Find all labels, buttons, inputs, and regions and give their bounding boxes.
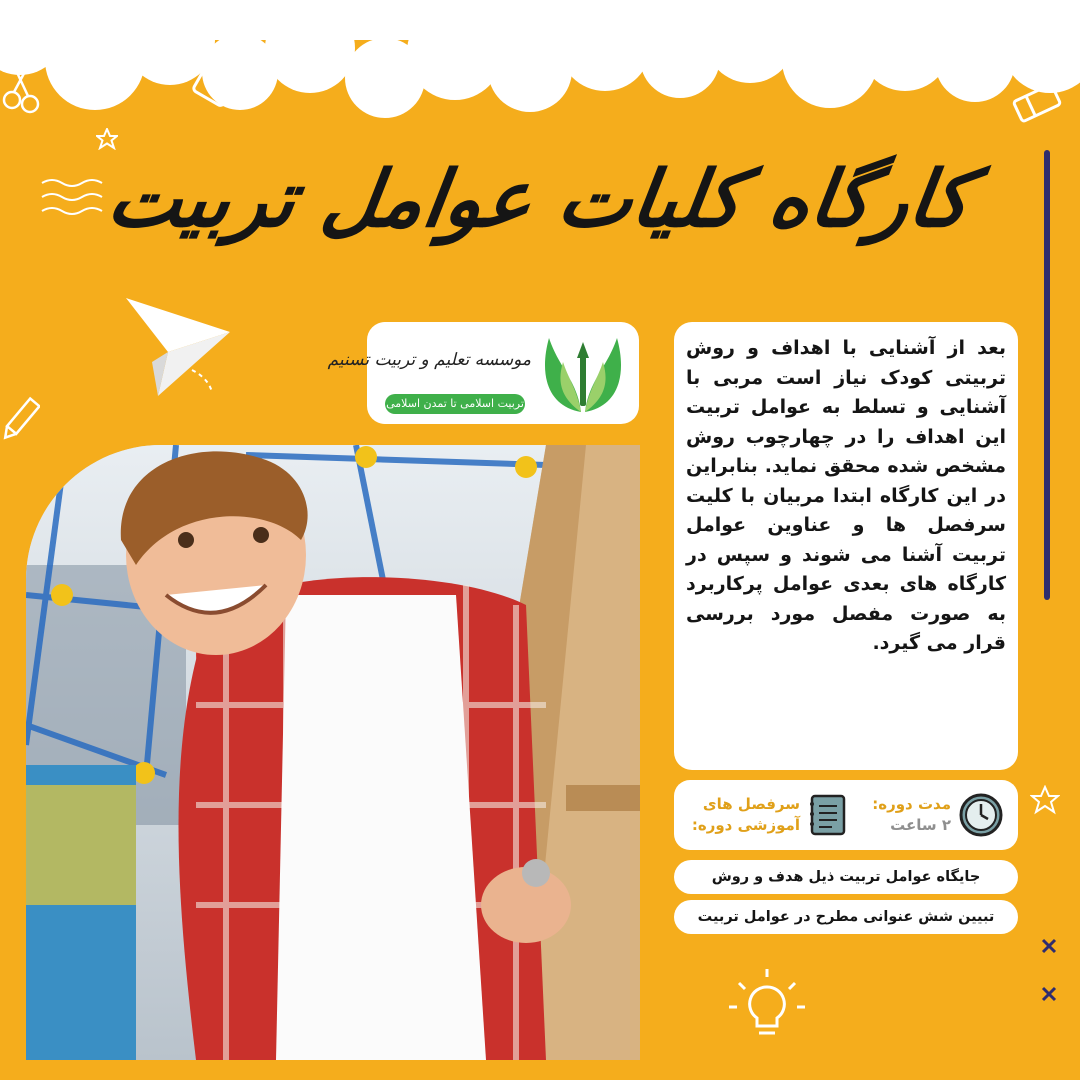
topics-label-line2: آموزشی دوره: — [691, 816, 800, 834]
institute-emblem-icon — [537, 328, 629, 418]
pencil-icon — [0, 395, 40, 445]
description-text: بعد از آشنایی با اهداف و روش تربیتی کودک نیاز است مربی با آشنایی و تسلط به عوامل تربیت این اهداف را در چهارچوب روش مشخص شده محقق نماید. بنابراین در این کارگاه ابتدا مربیان با کلیت سرفصل ها و عناوین عوامل تربیت آشنا می شوند و سپس در کارگاه های بعدی عوامل پرکاربرد به صورت مفصل مورد بررسی قرار می گیرد. — [686, 337, 1006, 654]
topics-label-line1: سرفصل های — [702, 795, 800, 813]
paper-plane-icon — [122, 292, 234, 404]
star-icon — [1030, 785, 1060, 815]
lightbulb-icon — [725, 965, 810, 1050]
page-title: کارگاه کلیات عوامل تربیت — [102, 154, 977, 245]
institute-name: موسسه تعلیم و تربیت تسنیم — [327, 350, 531, 370]
institute-tagline: تربیت اسلامی تا تمدن اسلامی — [385, 394, 525, 414]
course-info-card — [674, 780, 1018, 850]
logo-card — [327, 322, 639, 424]
smiling-boy-image — [26, 445, 640, 1060]
hero-photo — [26, 445, 640, 1060]
wavy-lines-icon — [40, 175, 110, 220]
accent-divider — [1044, 150, 1050, 600]
notebook-doodle-icon — [190, 48, 250, 108]
duration-label: مدت دوره: — [872, 795, 951, 813]
scissors-doodle-icon — [0, 60, 45, 120]
description-card — [674, 322, 1018, 770]
clock-icon — [958, 792, 1004, 838]
star-icon — [96, 128, 118, 150]
topic-item-1: جایگاه عوامل تربیت ذیل هدف و روش — [674, 860, 1018, 894]
cross-icon — [1038, 935, 1062, 1005]
eraser-doodle-icon — [1010, 78, 1065, 128]
duration-value: ۲ ساعت — [890, 816, 951, 834]
topic-item-2: تبیین شش عنوانی مطرح در عوامل تربیت — [674, 900, 1018, 934]
notebook-icon — [806, 792, 848, 838]
